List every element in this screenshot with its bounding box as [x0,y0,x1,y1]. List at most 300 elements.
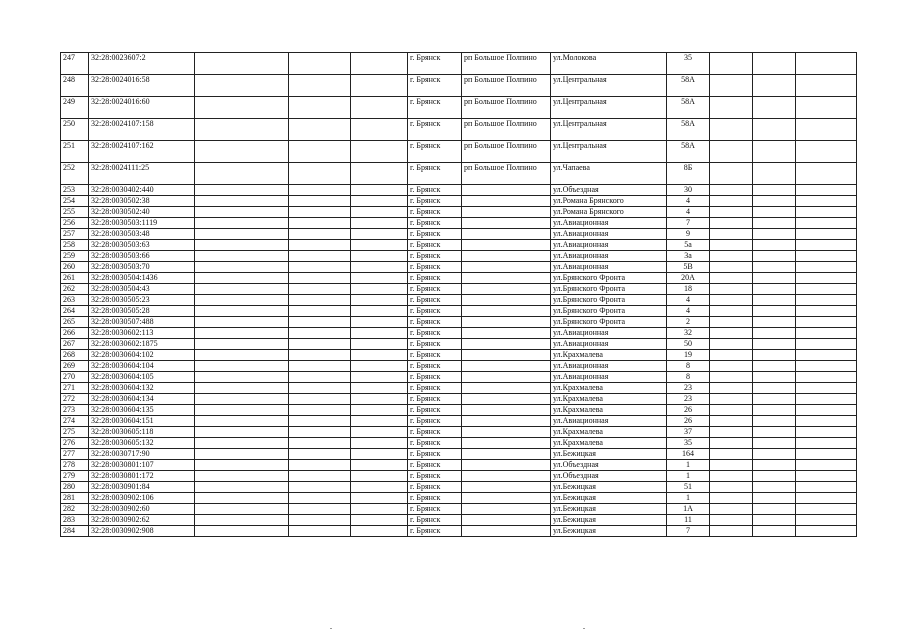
cadastral-number: 32:28:0024111:25 [89,163,195,185]
empty-cell [796,361,857,372]
empty-cell [195,515,289,526]
empty-cell [710,262,753,273]
empty-cell [710,53,753,75]
empty-cell [753,427,796,438]
empty-cell [195,262,289,273]
empty-cell [195,449,289,460]
cadastral-number: 32:28:0030901:84 [89,482,195,493]
city-cell: г. Брянск [408,471,462,482]
street-cell: ул.Центральная [551,97,667,119]
empty-cell [710,526,753,537]
empty-cell [289,317,351,328]
settlement-cell [462,207,551,218]
house-cell: 9 [667,229,710,240]
empty-cell [710,119,753,141]
empty-cell [753,218,796,229]
house-cell: 164 [667,449,710,460]
city-cell: г. Брянск [408,53,462,75]
city-cell: г. Брянск [408,306,462,317]
settlement-cell: рп Большое Полпино [462,141,551,163]
empty-cell [289,394,351,405]
house-cell: 4 [667,207,710,218]
empty-cell [753,185,796,196]
street-cell: ул.Объездная [551,460,667,471]
empty-cell [195,218,289,229]
house-cell: 1 [667,471,710,482]
empty-cell [195,328,289,339]
city-cell: г. Брянск [408,240,462,251]
table-row [61,207,857,218]
empty-cell [796,383,857,394]
empty-cell [351,295,408,306]
empty-cell [796,504,857,515]
empty-cell [710,284,753,295]
cadastral-number: 32:28:0030604:134 [89,394,195,405]
city-cell: г. Брянск [408,328,462,339]
cadastral-number: 32:28:0030503:63 [89,240,195,251]
table-row [61,141,857,163]
settlement-cell: рп Большое Полпино [462,97,551,119]
empty-cell [710,438,753,449]
cadastral-number: 32:28:0024016:58 [89,75,195,97]
empty-cell [351,328,408,339]
empty-cell [289,493,351,504]
settlement-cell [462,240,551,251]
empty-cell [195,471,289,482]
empty-cell [195,460,289,471]
empty-cell [289,163,351,185]
empty-cell [796,493,857,504]
empty-cell [710,196,753,207]
cadastral-number: 32:28:0030604:135 [89,405,195,416]
settlement-cell: рп Большое Полпино [462,75,551,97]
house-cell: 3а [667,251,710,262]
table-row [61,240,857,251]
city-cell: г. Брянск [408,284,462,295]
row-number: 250 [61,119,89,141]
empty-cell [753,482,796,493]
empty-cell [351,405,408,416]
table-row [61,405,857,416]
house-cell: 50 [667,339,710,350]
empty-cell [351,218,408,229]
street-cell: ул.Центральная [551,75,667,97]
table-row [61,218,857,229]
empty-cell [195,438,289,449]
empty-cell [289,350,351,361]
street-cell: ул.Брянского Фронта [551,284,667,295]
city-cell: г. Брянск [408,482,462,493]
empty-cell [195,97,289,119]
empty-cell [195,240,289,251]
row-number: 259 [61,251,89,262]
street-cell: ул.Авиационная [551,339,667,350]
city-cell: г. Брянск [408,427,462,438]
empty-cell [710,460,753,471]
settlement-cell [462,350,551,361]
settlement-cell [462,526,551,537]
empty-cell [351,460,408,471]
empty-cell [710,141,753,163]
city-cell: г. Брянск [408,229,462,240]
cadastral-number: 32:28:0030801:107 [89,460,195,471]
table-row [61,438,857,449]
house-cell: 7 [667,218,710,229]
empty-cell [710,75,753,97]
city-cell: г. Брянск [408,163,462,185]
street-cell: ул.Бежицкая [551,493,667,504]
street-cell: ул.Авиационная [551,416,667,427]
empty-cell [289,295,351,306]
empty-cell [710,306,753,317]
empty-cell [289,372,351,383]
empty-cell [195,273,289,284]
house-cell: 7 [667,526,710,537]
cadastral-number: 32:28:0030605:118 [89,427,195,438]
empty-cell [351,383,408,394]
house-cell: 1 [667,460,710,471]
table-body [61,53,857,537]
empty-cell [753,196,796,207]
table-row [61,482,857,493]
empty-cell [289,251,351,262]
empty-cell [195,372,289,383]
empty-cell [351,75,408,97]
cadastral-number: 32:28:0024016:60 [89,97,195,119]
table-row [61,427,857,438]
street-cell: ул.Объездная [551,185,667,196]
empty-cell [753,449,796,460]
empty-cell [796,350,857,361]
house-cell: 8 [667,372,710,383]
cadastral-number: 32:28:0030503:48 [89,229,195,240]
empty-cell [753,273,796,284]
house-cell: 23 [667,394,710,405]
empty-cell [796,416,857,427]
empty-cell [753,75,796,97]
empty-cell [753,207,796,218]
empty-cell [289,273,351,284]
empty-cell [710,504,753,515]
row-number: 258 [61,240,89,251]
street-cell: ул.Объездная [551,471,667,482]
empty-cell [195,229,289,240]
empty-cell [710,350,753,361]
street-cell: ул.Романа Брянского [551,196,667,207]
empty-cell [289,196,351,207]
empty-cell [351,493,408,504]
cadastral-number: 32:28:0024107:158 [89,119,195,141]
empty-cell [796,306,857,317]
row-number: 252 [61,163,89,185]
empty-cell [289,504,351,515]
empty-cell [710,97,753,119]
empty-cell [796,262,857,273]
street-cell: ул.Романа Брянского [551,207,667,218]
row-number: 251 [61,141,89,163]
empty-cell [351,273,408,284]
empty-cell [195,427,289,438]
cadastral-number: 32:28:0030507:488 [89,317,195,328]
row-number: 271 [61,383,89,394]
street-cell: ул.Крахмалева [551,394,667,405]
empty-cell [710,427,753,438]
table-row [61,372,857,383]
street-cell: ул.Брянского Фронта [551,273,667,284]
table-row [61,185,857,196]
empty-cell [195,339,289,350]
table-row [61,196,857,207]
row-number: 261 [61,273,89,284]
settlement-cell [462,438,551,449]
settlement-cell [462,449,551,460]
empty-cell [351,361,408,372]
street-cell: ул.Авиационная [551,218,667,229]
row-number: 278 [61,460,89,471]
empty-cell [796,53,857,75]
table-row [61,515,857,526]
cadastral-number: 32:28:0030902:908 [89,526,195,537]
house-cell: 1А [667,504,710,515]
settlement-cell [462,218,551,229]
empty-cell [289,471,351,482]
cadastral-number: 32:28:0030605:132 [89,438,195,449]
empty-cell [351,185,408,196]
empty-cell [796,405,857,416]
table-row [61,229,857,240]
empty-cell [195,53,289,75]
row-number: 262 [61,284,89,295]
empty-cell [753,504,796,515]
empty-cell [796,317,857,328]
empty-cell [195,493,289,504]
table-row [61,361,857,372]
empty-cell [195,75,289,97]
empty-cell [753,317,796,328]
empty-cell [710,240,753,251]
city-cell: г. Брянск [408,416,462,427]
street-cell: ул.Молокова [551,53,667,75]
scan-speck [583,628,585,629]
empty-cell [351,372,408,383]
empty-cell [796,449,857,460]
house-cell: 8Б [667,163,710,185]
cadastral-number: 32:28:0030402:440 [89,185,195,196]
table-row [61,284,857,295]
empty-cell [289,405,351,416]
empty-cell [710,251,753,262]
cadastral-number: 32:28:0030504:43 [89,284,195,295]
table-row [61,383,857,394]
empty-cell [710,273,753,284]
row-number: 281 [61,493,89,504]
empty-cell [796,196,857,207]
empty-cell [351,438,408,449]
empty-cell [289,449,351,460]
empty-cell [195,350,289,361]
empty-cell [195,295,289,306]
settlement-cell: рп Большое Полпино [462,53,551,75]
empty-cell [753,262,796,273]
empty-cell [796,438,857,449]
settlement-cell [462,515,551,526]
empty-cell [289,438,351,449]
empty-cell [289,427,351,438]
city-cell: г. Брянск [408,460,462,471]
city-cell: г. Брянск [408,218,462,229]
cadastral-number: 32:28:0030503:70 [89,262,195,273]
street-cell: ул.Авиационная [551,361,667,372]
empty-cell [796,394,857,405]
table-row [61,493,857,504]
empty-cell [351,262,408,273]
empty-cell [195,383,289,394]
table-row [61,75,857,97]
house-cell: 5а [667,240,710,251]
empty-cell [289,361,351,372]
row-number: 275 [61,427,89,438]
empty-cell [351,207,408,218]
row-number: 247 [61,53,89,75]
empty-cell [351,306,408,317]
scan-speck [330,628,332,629]
settlement-cell [462,339,551,350]
city-cell: г. Брянск [408,361,462,372]
empty-cell [753,394,796,405]
city-cell: г. Брянск [408,394,462,405]
row-number: 266 [61,328,89,339]
empty-cell [289,53,351,75]
city-cell: г. Брянск [408,493,462,504]
settlement-cell [462,383,551,394]
settlement-cell [462,361,551,372]
settlement-cell [462,251,551,262]
table-row [61,295,857,306]
street-cell: ул.Крахмалева [551,427,667,438]
empty-cell [195,119,289,141]
settlement-cell [462,493,551,504]
row-number: 253 [61,185,89,196]
house-cell: 58А [667,119,710,141]
empty-cell [289,328,351,339]
cadastral-number: 32:28:0030902:106 [89,493,195,504]
empty-cell [351,482,408,493]
settlement-cell: рп Большое Полпино [462,119,551,141]
street-cell: ул.Бежицкая [551,515,667,526]
empty-cell [351,196,408,207]
empty-cell [796,240,857,251]
empty-cell [796,372,857,383]
city-cell: г. Брянск [408,295,462,306]
settlement-cell [462,405,551,416]
city-cell: г. Брянск [408,526,462,537]
table-row [61,119,857,141]
empty-cell [753,97,796,119]
empty-cell [351,504,408,515]
house-cell: 35 [667,438,710,449]
empty-cell [289,97,351,119]
street-cell: ул.Крахмалева [551,438,667,449]
empty-cell [289,526,351,537]
street-cell: ул.Авиационная [551,328,667,339]
settlement-cell [462,317,551,328]
street-cell: ул.Брянского Фронта [551,295,667,306]
street-cell: ул.Бежицкая [551,526,667,537]
cadastral-number: 32:28:0030502:40 [89,207,195,218]
settlement-cell [462,229,551,240]
table-row [61,350,857,361]
settlement-cell [462,471,551,482]
empty-cell [710,405,753,416]
house-cell: 58А [667,75,710,97]
table-row [61,526,857,537]
empty-cell [289,207,351,218]
cadastral-number: 32:28:0030604:151 [89,416,195,427]
empty-cell [195,284,289,295]
cadastral-number: 32:28:0030902:62 [89,515,195,526]
row-number: 248 [61,75,89,97]
empty-cell [351,317,408,328]
table-row [61,394,857,405]
empty-cell [753,493,796,504]
empty-cell [195,504,289,515]
house-cell: 18 [667,284,710,295]
empty-cell [796,75,857,97]
empty-cell [351,449,408,460]
empty-cell [195,163,289,185]
row-number: 269 [61,361,89,372]
city-cell: г. Брянск [408,185,462,196]
settlement-cell [462,416,551,427]
settlement-cell [462,185,551,196]
empty-cell [710,218,753,229]
empty-cell [289,383,351,394]
empty-cell [289,284,351,295]
street-cell: ул.Крахмалева [551,383,667,394]
empty-cell [710,493,753,504]
empty-cell [351,141,408,163]
empty-cell [289,229,351,240]
row-number: 283 [61,515,89,526]
city-cell: г. Брянск [408,207,462,218]
house-cell: 2 [667,317,710,328]
empty-cell [289,306,351,317]
house-cell: 26 [667,405,710,416]
street-cell: ул.Авиационная [551,262,667,273]
settlement-cell [462,273,551,284]
empty-cell [753,141,796,163]
street-cell: ул.Авиационная [551,251,667,262]
empty-cell [351,471,408,482]
empty-cell [710,328,753,339]
city-cell: г. Брянск [408,515,462,526]
cadastral-number: 32:28:0030503:66 [89,251,195,262]
row-number: 277 [61,449,89,460]
empty-cell [710,449,753,460]
street-cell: ул.Бежицкая [551,504,667,515]
empty-cell [710,207,753,218]
empty-cell [753,163,796,185]
table-row [61,471,857,482]
street-cell: ул.Чапаева [551,163,667,185]
empty-cell [796,339,857,350]
table-row [61,504,857,515]
empty-cell [289,262,351,273]
cadastral-number: 32:28:0030801:172 [89,471,195,482]
table-row [61,317,857,328]
empty-cell [351,229,408,240]
house-cell: 4 [667,196,710,207]
